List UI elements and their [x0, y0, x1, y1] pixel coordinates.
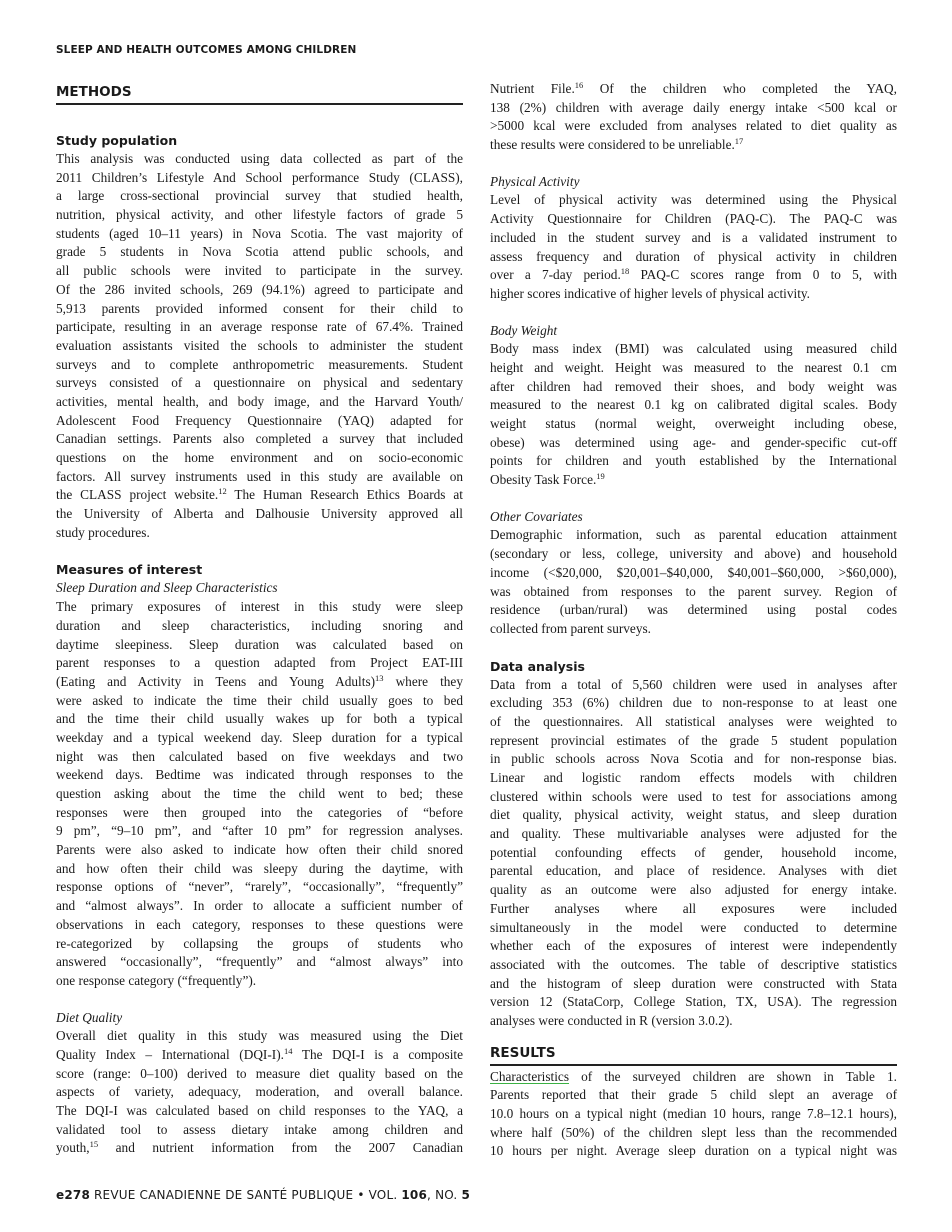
text-line: and the time their child usually wakes up for both a typical	[56, 711, 463, 727]
text-line: Parents were also asked to indicate how often their child snored	[56, 842, 463, 858]
physical-activity-subheading: Physical Activity	[490, 173, 580, 189]
text-line: analyses were conducted in R (version 3.0.2).	[490, 1012, 733, 1028]
text-line: included in the student survey and is a validated instrument to	[490, 229, 897, 245]
text-line: The DQI-I was calculated based on child responses to the YAQ, a	[56, 1103, 463, 1118]
text-line: potential confounding effects of gender, household income,	[490, 844, 897, 860]
diet-text-part2	[490, 80, 897, 155]
text-line: duration and sleep characteristics, including snoring and	[56, 617, 463, 633]
text-line: Quality Index – International (DQI-I).$^{14}$ The DQI-I is a composite	[56, 1045, 463, 1062]
right-column	[490, 80, 897, 1161]
text-line: night was then calculated based on five weekdays and two	[56, 748, 463, 764]
text-line: score (range: 0–100) derived to measure diet quality based on the	[56, 1065, 463, 1081]
diet-subheading: Diet Quality	[56, 1009, 123, 1025]
sleep-subheading: Sleep Duration and Sleep Characteristics	[56, 580, 278, 596]
results-text	[490, 1068, 897, 1161]
text-line: 10 hours per night. Average sleep duration on a typical night was	[490, 1143, 897, 1159]
text-line: in public schools across Nova Scotia and for non-response bias.	[490, 751, 897, 767]
reference-superscript: 13	[375, 672, 384, 683]
methods-heading: METHODS	[56, 84, 463, 105]
page-footer: e278 REVUE CANADIENNE DE SANTÉ PUBLIQUE • VOL. 106, NO. 5	[56, 1188, 470, 1202]
text-line: Data from a total of 5,560 children were used in analyses after	[490, 676, 897, 692]
text-line: collected from parent surveys.	[490, 620, 651, 636]
text-line: answered “occasionally”, “frequently” and “almost always” into	[56, 954, 463, 970]
text-line: question asking about the time the child went to bed; these	[56, 786, 463, 801]
results-heading: RESULTS	[490, 1045, 897, 1066]
text-line: questions on the home environment and on socio-economic	[56, 450, 463, 465]
text-line: responses were then grouped into the categories of “before	[56, 804, 463, 820]
text-line: diet quality, physical activity, weight status, and sleep duration	[490, 807, 897, 823]
text-line: re-categorized by collapsing the groups of students who	[56, 935, 463, 951]
text-line: a large cross-sectional provincial survey that studied health,	[56, 188, 463, 204]
text-line: >5000 kcal were excluded from analyses related to diet quality as	[490, 118, 897, 134]
text-line: all public schools were invited to participate in the survey.	[56, 263, 463, 279]
text-line: activities, mental health, and body image, and the Harvard Youth/	[56, 393, 463, 409]
text-line: 9 pm”, “9–10 pm”, and “after 10 pm” for regression analyses.	[56, 823, 463, 839]
body-weight-subheading: Body Weight	[490, 322, 558, 338]
text-line: where half (50%) of the children slept less than the recommended	[490, 1124, 897, 1140]
text-line: weekend days. Bedtime was indicated through responses to the	[56, 767, 463, 783]
reference-superscript: 18	[620, 266, 630, 277]
text-line: Canadian settings. Parents also completed a survey that included	[56, 431, 463, 447]
text-line: of the questionnaires. All statistical analyses were weighted to	[490, 713, 897, 729]
text-line: these results were considered to be unreliable.$^{17}$	[490, 136, 744, 153]
study-population-text	[56, 150, 463, 542]
text-line: study procedures.	[56, 524, 150, 540]
text-line: over a 7-day period.$^{18}$ PAQ-C scores range from 0 to 5, with	[490, 266, 897, 283]
reference-superscript: 19	[596, 471, 605, 482]
physical-activity-text	[490, 191, 897, 303]
text-line: obese) was determined using age- and gender-specific cut-off	[490, 434, 897, 450]
text-line: assess frequency and duration of physical activity in children	[490, 248, 897, 264]
covariates-subheading: Other Covariates	[490, 508, 583, 524]
text-line: Adolescent Food Frequency Questionnaire (YAQ) adapted for	[56, 412, 463, 428]
text-line: surveys and to complete anthropometric measurements. Student	[56, 356, 463, 372]
text-line: Overall diet quality in this study was measured using the Diet	[56, 1028, 463, 1044]
text-line: surveys consisted of a questionnaire on physical and sedentary	[56, 375, 463, 391]
text-line: grade 5 students in Nova Scotia attend public schools, and	[56, 244, 463, 260]
text-line: version 12 (StataCorp, College Station, TX, USA). The regression	[490, 994, 897, 1010]
text-line: parent responses to a question adapted from Project EAT-III	[56, 655, 463, 671]
text-line: whether each of the exposures of interest were independently	[490, 938, 897, 954]
text-line: higher scores indicative of higher levels of physical activity.	[490, 285, 811, 301]
text-line: the CLASS project website.$^{12}$ The Human Research Ethics Boards at	[56, 486, 463, 503]
text-line: the University of Alberta and Dalhousie University approved all	[56, 506, 463, 522]
text-line: and “almost always”. In order to allocate a sufficient number of	[56, 898, 463, 914]
text-line: Parents reported that their grade 5 child slept an average of	[490, 1087, 897, 1103]
text-line: Characteristics of the surveyed children are shown in Table 1.	[490, 1068, 897, 1084]
issue-label: NO.	[435, 1188, 458, 1202]
text-line: excluding 353 (6%) children due to non-response to at least one	[490, 695, 897, 711]
text-line: nutrition, physical activity, and other lifestyle factors of grade 5	[56, 207, 463, 223]
diet-text-part1	[56, 1027, 463, 1158]
text-line: youth,$^{15}$ and nutrient information from the 2007 Canadian	[56, 1139, 463, 1156]
text-line: 5,913 parents provided informed consent for their child to	[56, 300, 463, 316]
text-line: response options of “never”, “rarely”, “occasionally”, “frequently”	[56, 879, 463, 895]
left-column	[56, 84, 463, 1158]
text-line: validated tool to assess dietary intake among children and	[56, 1121, 463, 1137]
text-line: evaluation assistants visited the schools to administer the student	[56, 337, 463, 353]
reference-superscript: 16	[574, 80, 584, 90]
text-line: Level of physical activity was determined using the Physical	[490, 192, 897, 208]
text-line: 138 (2%) children with average daily energy intake <500 kcal or	[490, 99, 897, 115]
text-line: associated with the outcomes. The table of descriptive statistics	[490, 956, 897, 972]
text-line: Linear and logistic random effects models with children	[490, 770, 897, 785]
text-line: and the histogram of sleep duration were constructed with Stata	[490, 975, 897, 991]
text-line: 2011 Children’s Lifestyle And School performance Study (CLASS),	[56, 169, 463, 185]
text-line: measured to the nearest 0.1 kg on calibrated digital scales. Body	[490, 397, 897, 413]
text-line: weekday and a typical weekend day. Sleep duration for a typical	[56, 729, 463, 745]
text-line: daytime sleepiness. Sleep duration was calculated based on	[56, 636, 463, 652]
text-line: and quality. These multivariable analyses were adjusted for the	[490, 826, 897, 842]
text-line: factors. All survey instruments used in this study are available on	[56, 468, 463, 484]
text-line: parental education, and place of residence. Analyses with diet	[490, 863, 897, 879]
volume-number: 106	[401, 1188, 428, 1202]
page-number: e278	[56, 1188, 90, 1202]
text-line: represent provincial estimates of the grade 5 student population	[490, 732, 897, 748]
text-line: Body mass index (BMI) was calculated using measured child	[490, 341, 897, 357]
reference-superscript: 17	[734, 136, 744, 147]
sleep-text	[56, 598, 463, 990]
text-line: after children had removed their shoes, and body weight was	[490, 378, 897, 394]
text-line: points for children and youth established by the International	[490, 453, 897, 469]
text-line: and how often their child was sleepy during the daytime, with	[56, 860, 463, 876]
covariates-text	[490, 526, 897, 638]
text-line: quality as an outcome were also adjusted for energy intake.	[490, 882, 897, 898]
text-line: one response category (“frequently”).	[56, 972, 257, 988]
text-line: Nutrient File.$^{16}$ Of the children who completed the YAQ,	[490, 80, 897, 96]
text-line: simultaneously in the model were conducted to determine	[490, 919, 897, 935]
measures-heading: Measures of interest	[56, 562, 203, 578]
text-line: students (aged 10–11 years) in Nova Scotia. The vast majority of	[56, 225, 463, 241]
data-analysis-heading: Data analysis	[490, 658, 585, 674]
text-line: This analysis was conducted using data collected as part of the	[56, 151, 463, 166]
data-analysis-text	[490, 676, 897, 1031]
journal-name: REVUE CANADIENNE DE SANTÉ PUBLIQUE	[94, 1188, 354, 1202]
text-line: were asked to indicate the time their child usually goes to bed	[56, 692, 463, 708]
text-line: weight status (normal weight, overweight including obese,	[490, 416, 897, 431]
text-line: (Eating and Activity in Teens and Young Adults)$^{13}$ where they	[56, 672, 463, 689]
text-line: height and weight. Height was measured to the nearest 0.1 cm	[490, 359, 897, 375]
text-line: observations in each category, responses to these questions were	[56, 916, 463, 932]
text-line: income (<$20,000, $20,001–$40,000, $40,001–$60,000, >$60,000),	[490, 564, 897, 580]
text-line: residence (urban/rural) was determined using postal codes	[490, 602, 897, 618]
text-line: participate, resulting in an average response rate of 67.4%. Trained	[56, 319, 463, 335]
footer-separator: •	[357, 1188, 365, 1202]
text-line: Demographic information, such as parental education attainment	[490, 527, 897, 543]
issue-number: 5	[461, 1188, 470, 1202]
text-line: (secondary or less, college, university and above) and household	[490, 546, 897, 562]
running-head: SLEEP AND HEALTH OUTCOMES AMONG CHILDREN	[56, 44, 357, 56]
text-line: 10.0 hours on a typical night (median 10 hours, range 7.8–12.1 hours),	[490, 1106, 897, 1121]
reference-superscript: 15	[89, 1139, 99, 1150]
text-line: was obtained from responses to the parent survey. Region of	[490, 583, 897, 599]
text-line: clustered within schools were used to test for associations among	[490, 788, 897, 804]
text-line: The primary exposures of interest in this study were sleep	[56, 599, 463, 615]
body-weight-text	[490, 340, 897, 490]
text-line: aspects of variety, adequacy, moderation, and overall balance.	[56, 1084, 463, 1100]
text-line: Further analyses where all exposures were included	[490, 900, 897, 916]
volume-label: VOL.	[368, 1188, 398, 1202]
reference-superscript: 12	[218, 486, 227, 497]
reference-superscript: 14	[283, 1045, 293, 1056]
study-population-heading: Study population	[56, 133, 178, 148]
text-line: Of the 286 invited schools, 269 (94.1%) agreed to participate and	[56, 281, 463, 297]
spellcheck-word: Characteristics	[490, 1068, 570, 1084]
text-line: Obesity Task Force.$^{19}$	[490, 471, 605, 488]
text-line: Activity Questionnaire for Children (PAQ-C). The PAQ-C was	[490, 211, 897, 227]
